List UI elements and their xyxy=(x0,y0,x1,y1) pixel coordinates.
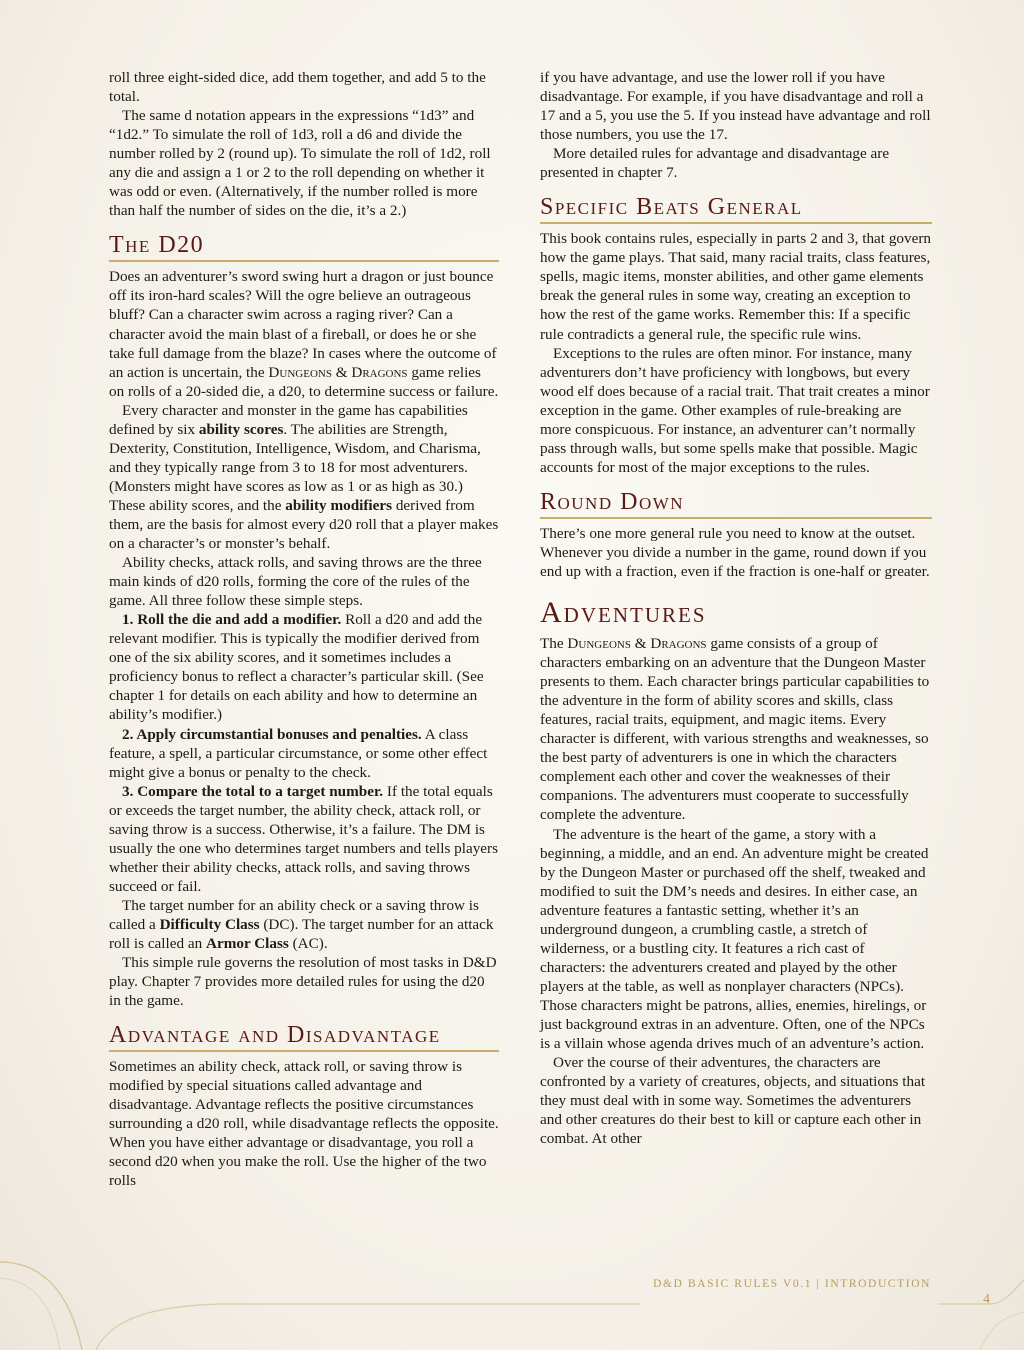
running-footer: D&D BASIC RULES V0.1 | INTRODUCTION xyxy=(653,1278,931,1290)
term-difficulty-class: Difficulty Class xyxy=(159,915,260,933)
page-number: 4 xyxy=(983,1292,990,1307)
step-2: 2. Apply circumstantial bonuses and penalties. A class feature, a spell, a particular circumstance, or some other effect might give a bonus or penalty to the check. xyxy=(109,725,488,781)
paragraph: Does an adventurer’s sword swing hurt a dragon or just bounce off its iron-hard scales? Will the ogre believe an outrageous bluff? Can a character swim across a raging river? Can a character avoid the main blast of a fireball, or does he or she take full damage from the blaze? In cases where the outcome of an action is uncertain, the Dungeons & Dragons game relies on rolls of a 20-sided die, a d20, to determine success or failure. xyxy=(109,268,499,400)
paragraph: roll three eight-sided dice, add them together, and add 5 to the total. xyxy=(109,69,486,106)
paragraph: Every character and monster in the game has capabilities defined by six ability scores. The abilities are Strength, Dexterity, Constitution, Intelligence, Wisdom, and Charisma, and they typically range from 3 to 18 for most adventurers. (Monsters might have scores as low as 1 or as high as 30.) These ability scores, and the ability modifiers derived from them, are the basis for almost every d20 roll that a player makes on a character’s or monster’s behalf. xyxy=(109,401,499,553)
paragraph: Exceptions to the rules are often minor. For instance, many adventurers don’t have proficiency with longbows, but every wood elf does because of a racial trait. That trait creates a minor exception in the game. Other examples of rule-breaking are more conspicuous. For instance, an adventurer can’t normally pass through walls, but some spells make that possible. Magic accounts for most of the major exceptions to the rules. xyxy=(540,344,930,476)
term-ability-modifiers: ability modifiers xyxy=(285,496,393,514)
brand-name: Dungeons & Dragons xyxy=(567,635,707,653)
left-column xyxy=(109,68,499,1191)
right-column xyxy=(540,68,932,1148)
paragraph: This simple rule governs the resolution of most tasks in D&D play. Chapter 7 provides more detailed rules for using the d20 in the game. xyxy=(109,954,497,1010)
brand-name: Dungeons & Dragons xyxy=(268,363,408,381)
section-heading-d20: The D20 xyxy=(109,232,499,262)
step-1: 1. Roll the die and add a modifier. Roll a d20 and add the relevant modifier. This is typically the modifier derived from one of the six ability scores, and it sometimes includes a proficiency bonus to reflect a character’s particular skill. (See chapter 1 for details on each ability and how to determine an ability’s modifier.) xyxy=(109,611,484,724)
section-heading-specific-beats-general: Specific Beats General xyxy=(540,194,932,224)
paragraph: if you have advantage, and use the lower roll if you have disadvantage. For example, if you have disadvantage and roll a 17 and a 5, you use the 5. If you instead have advantage and roll those numbers, you use the 17. xyxy=(540,69,931,144)
section-heading-advantage: Advantage and Disadvantage xyxy=(109,1022,499,1052)
paragraph: More detailed rules for advantage and disadvantage are presented in chapter 7. xyxy=(540,145,890,182)
section-heading-round-down: Round Down xyxy=(540,489,932,519)
paragraph: Sometimes an ability check, attack roll, or saving throw is modified by special situations called advantage and disadvantage. Advantage reflects the positive circumstances surrounding a d20 roll, while disadvantage reflects the opposite. When you have either advantage or disadvantage, you roll a second d20 when you make the roll. Use the higher of the two rolls xyxy=(109,1058,499,1190)
term-armor-class: Armor Class xyxy=(206,935,289,953)
paragraph: Ability checks, attack rolls, and saving throws are the three main kinds of d20 rolls, forming the core of the rules of the game. All three follow these simple steps. xyxy=(109,554,482,610)
paragraph: This book contains rules, especially in parts 2 and 3, that govern how the game plays. That said, many racial traits, class features, spells, magic items, monster abilities, and other game elements break the general rules in some way, creating an exception to how the rest of the game works. Remember this: If a specific rule contradicts a general rule, the specific rule wins. xyxy=(540,230,931,343)
paragraph: The same d notation appears in the expressions “1d3” and “1d2.” To simulate the roll of 1d3, roll a d6 and divide the number rolled by 2 (round up). To simulate the roll of 1d2, roll any die and assign a 1 or 2 to the roll depending on whether it was odd or even. (Alternatively, if the number rolled is more than half the number of sides on the die, it’s a 2.) xyxy=(109,107,491,220)
paragraph: Over the course of their adventures, the characters are confronted by a variety of creatures, objects, and situations that they must deal with in some way. Sometimes the adventurers and other creatures do their best to kill or capture each other in combat. At other xyxy=(540,1054,926,1148)
paragraph: The target number for an ability check or a saving throw is called a Difficulty Class (DC). The target number for an attack roll is called an Armor Class (AC). xyxy=(109,896,494,953)
paragraph: The adventure is the heart of the game, a story with a beginning, a middle, and an end. An adventure might be created by the Dungeon Master or purchased off the shelf, tweaked and modified to suit the DM’s needs and desires. In either case, an adventure features a fantastic setting, whether it’s an underground dungeon, a crumbling castle, a stretch of wilderness, or a bustling city. It features a rich cast of characters: the adventurers created and played by the other players at the table, as well as nonplayer characters (NPCs). Those characters might be patrons, allies, enemies, hirelings, or just background extras in an adventure. Often, one of the NPCs is a villain whose agenda drives much of an adventure’s action. xyxy=(540,825,929,1053)
chapter-heading-adventures: Adventures xyxy=(540,596,707,630)
paragraph: There’s one more general rule you need to know at the outset. Whenever you divide a number in the game, round down if you end up with a fraction, even if the fraction is one-half or greater. xyxy=(540,524,930,580)
term-ability-scores: ability scores xyxy=(198,420,284,438)
paragraph: The Dungeons & Dragons game consists of a group of characters embarking on an adventure that the Dungeon Master presents to them. Each character brings particular capabilities to the adventure in the form of ability scores and skills, class features, racial traits, equipment, and magic items. Every character is different, with various strengths and weaknesses, so the best party of adventurers is one in which the characters complement each other and cover the weaknesses of their companions. The adventurers must cooperate to successfully complete the adventure. xyxy=(540,635,930,824)
step-3: 3. Compare the total to a target number. If the total equals or exceeds the target number, the ability check, attack roll, or saving throw is a success. Otherwise, it’s a failure. The DM is usually the one who determines target numbers and tells players whether their ability checks, attack rolls, and saving throws succeed or fail. xyxy=(109,782,499,895)
